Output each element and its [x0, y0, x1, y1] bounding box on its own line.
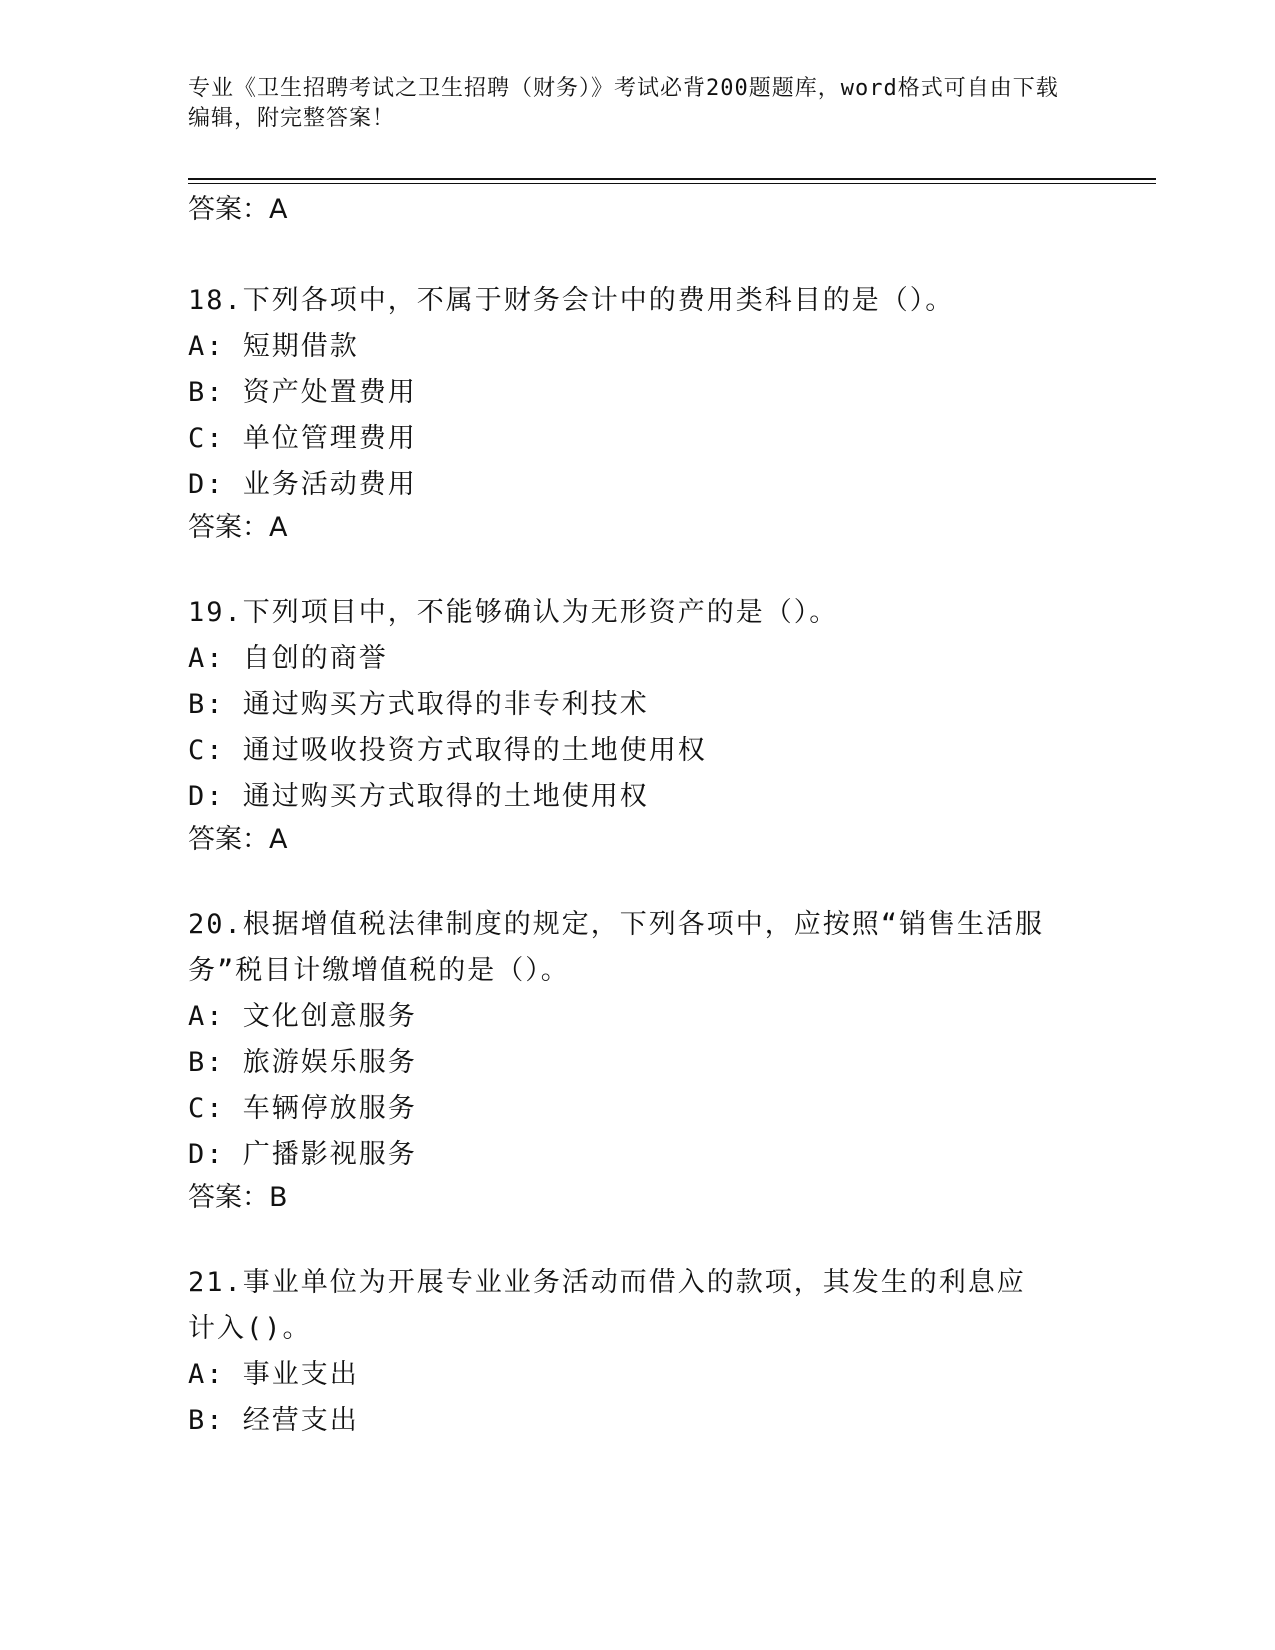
option-d: D: 广播影视服务 — [188, 1139, 417, 1170]
option-b: B: 资产处置费用 — [188, 377, 417, 408]
document-header: 专业《卫生招聘考试之卫生招聘（财务）》考试必背200题题库，word格式可自由下载编辑，附完整答案！ — [188, 76, 1059, 131]
option-a: A: 事业支出 — [188, 1359, 359, 1390]
question-stem: 19.下列项目中，不能够确认为无形资产的是（）。 — [188, 597, 839, 628]
question-stem: 18.下列各项中，不属于财务会计中的费用类科目的是（）。 — [188, 285, 955, 316]
document-body — [188, 190, 1088, 1444]
option-d: D: 通过购买方式取得的土地使用权 — [188, 781, 649, 812]
question-20 — [188, 902, 1088, 1218]
option-b: B: 旅游娱乐服务 — [188, 1047, 417, 1078]
header-rule-thin — [188, 183, 1156, 184]
option-c: C: 单位管理费用 — [188, 423, 417, 454]
option-a: A: 文化创意服务 — [188, 1001, 417, 1032]
answer-line: 答案：A — [188, 512, 288, 543]
question-21 — [188, 1260, 1088, 1444]
option-a: A: 短期借款 — [188, 331, 359, 362]
question-stem: 21.事业单位为开展专业业务活动而借入的款项，其发生的利息应计入()。 — [188, 1267, 1026, 1344]
option-a: A: 自创的商誉 — [188, 643, 388, 674]
option-b: B: 通过购买方式取得的非专利技术 — [188, 689, 649, 720]
question-stem: 20.根据增值税法律制度的规定，下列各项中，应按照“销售生活服务”税目计缴增值税的是（）。 — [188, 909, 1045, 986]
header-rule-thick — [188, 178, 1156, 180]
answer-line: 答案：B — [188, 1182, 288, 1213]
question-18 — [188, 278, 1088, 548]
option-b: B: 经营支出 — [188, 1405, 359, 1436]
option-c: C: 通过吸收投资方式取得的土地使用权 — [188, 735, 707, 766]
answer-line: 答案：A — [188, 824, 288, 855]
answer-line: 答案：A — [188, 194, 288, 225]
option-c: C: 车辆停放服务 — [188, 1093, 417, 1124]
option-d: D: 业务活动费用 — [188, 469, 417, 500]
question-19 — [188, 590, 1088, 860]
